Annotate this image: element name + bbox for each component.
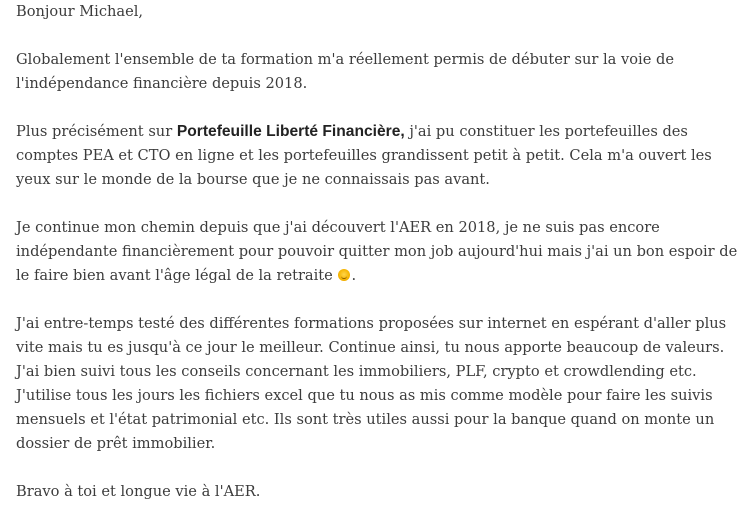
- paragraph-4: J'ai entre-temps testé des différentes formations proposées sur internet en espérant d'aller plus vite mais tu es jusqu'à ce jour le meilleur. Continue ainsi, tu nous apporte beaucoup de valeurs. J'ai bien suivi tous les conseils concernant les immobiliers, PLF, crypto et crowdlending etc. J'utilise tous les jours les fichiers excel que tu nous as mis comme modèle pour faire les suivis mensuels et l'état patrimonial etc. Ils sont très utiles aussi pour la banque quand on monte un dossier de prêt immobilier.: [16, 315, 727, 452]
- paragraph-3-end: .: [351, 267, 357, 284]
- spacer: [16, 288, 748, 312]
- paragraph-1: Globalement l'ensemble de ta formation m'a réellement permis de débuter sur la voie de l'indépendance financière depuis 2018.: [16, 51, 674, 92]
- email-body: [16, 0, 748, 504]
- paragraph-2-intro: Plus précisément sur: [16, 123, 177, 140]
- closing-line: Bravo à toi et longue vie à l'AER.: [16, 483, 261, 500]
- spacer: [16, 192, 748, 216]
- paragraph-2-rest: j'ai pu constituer les portefeuilles des comptes PEA et CTO en ligne et les portefeuilles grandissent petit à petit. Cela m'a ouvert les yeux sur le monde de la bourse que je ne connaissais pas avant.: [16, 123, 712, 188]
- smiling-face-icon: [338, 269, 350, 281]
- paragraph-3: [16, 216, 748, 288]
- greeting: Bonjour Michael,: [16, 3, 144, 20]
- paragraph-2: [16, 120, 748, 192]
- spacer: [16, 456, 748, 480]
- spacer: [16, 24, 748, 48]
- spacer: [16, 96, 748, 120]
- course-name: Portefeuille Liberté Financière,: [176, 123, 405, 140]
- paragraph-3-text: Je continue mon chemin depuis que j'ai découvert l'AER en 2018, je ne suis pas encore indépendante financièrement pour pouvoir quitter mon job aujourd'hui mais j'ai un bon espoir de le faire bien avant l'âge légal de la retraite: [16, 219, 738, 284]
